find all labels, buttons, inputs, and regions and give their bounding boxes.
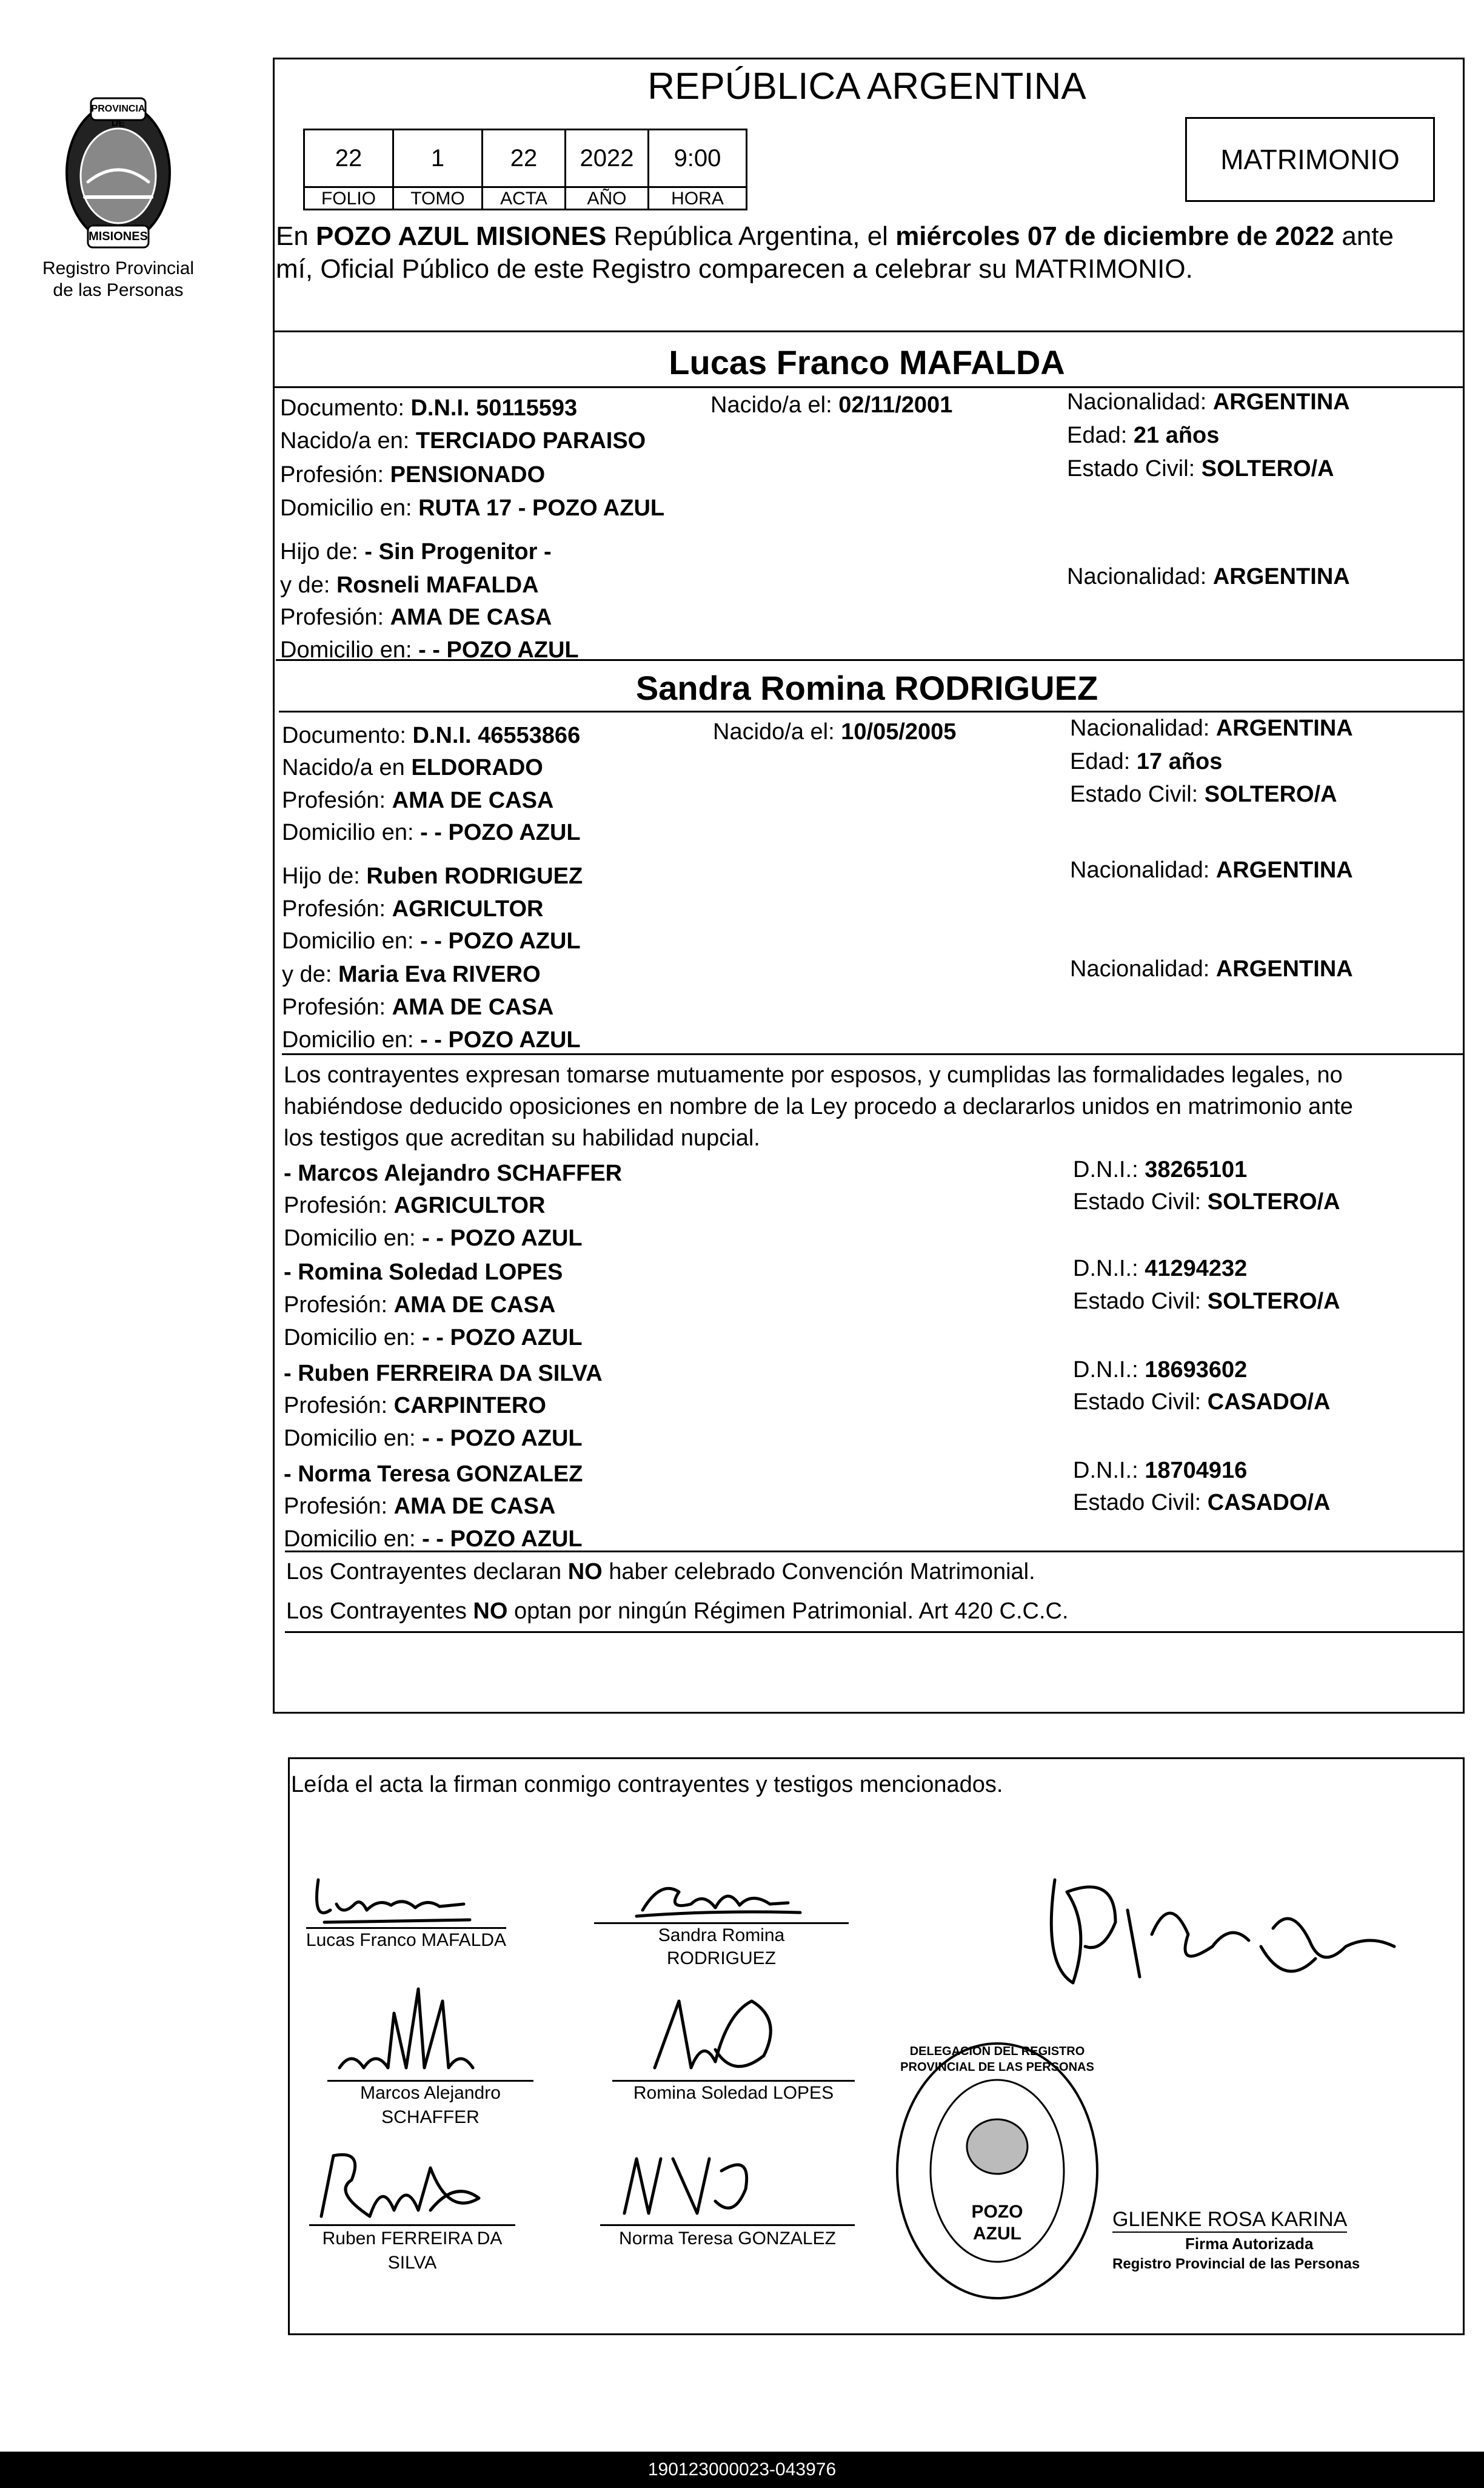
witness2-name: - Romina Soledad LOPES: [284, 1259, 563, 1285]
folio-value: 22: [335, 145, 363, 172]
party1-nationality: Nacionalidad: ARGENTINA: [1067, 389, 1350, 415]
signature-caption-norma: Norma Teresa GONZALEZ: [619, 2228, 836, 2248]
witness3-civil-status: Estado Civil: CASADO/A: [1073, 1389, 1331, 1415]
party2-father-address: Domicilio en: - - POZO AZUL: [282, 928, 581, 954]
signing-intro: Leída el acta la firman conmigo contrayentes y testigos mencionados.: [291, 1772, 1003, 1797]
registry-round-stamp: [891, 2037, 1103, 2304]
official-stamp: [1112, 2207, 1415, 2292]
party2-birthplace: Nacido/a en ELDORADO: [282, 755, 543, 780]
party1-document: Documento: D.N.I. 50115593: [280, 395, 578, 421]
witness4-civil-status: Estado Civil: CASADO/A: [1073, 1490, 1331, 1515]
witness3-dni: D.N.I.: 18693602: [1073, 1357, 1248, 1383]
declaration-line-3: los testigos que acreditan su habilidad nupcial.: [284, 1125, 760, 1151]
signature-norma: [612, 2147, 770, 2225]
party1-name: Lucas Franco MAFALDA: [669, 343, 1065, 381]
divider: [276, 659, 1463, 661]
party1-birthdate: Nacido/a el: 02/11/2001: [710, 392, 953, 418]
stamp-center-pozo: POZO: [971, 2202, 1023, 2222]
signature-caption-sandra-2: RODRIGUEZ: [667, 1948, 776, 1968]
party1-address: Domicilio en: RUTA 17 - POZO AZUL: [280, 495, 665, 521]
signature-caption-marcos-1: Marcos Alejandro: [360, 2083, 501, 2103]
seal-top-text: PROVINCIA DE: [91, 104, 145, 129]
document-type: MATRIMONIO: [1220, 144, 1400, 175]
witness1-name: - Marcos Alejandro SCHAFFER: [284, 1161, 623, 1186]
divider: [279, 711, 1463, 713]
hora-label: HORA: [649, 186, 746, 210]
convention-line-2: Los Contrayentes NO optan por ningún Régimen Patrimonial. Art 420 C.C.C.: [286, 1598, 1069, 1624]
party1-civil-status: Estado Civil: SOLTERO/A: [1067, 456, 1334, 481]
hora-cell: [647, 129, 747, 210]
convention-line-1: Los Contrayentes declaran NO haber celebrado Convención Matrimonial.: [286, 1559, 1035, 1584]
party2-civil-status: Estado Civil: SOLTERO/A: [1070, 782, 1337, 807]
witness3-profession: Profesión: CARPINTERO: [284, 1393, 546, 1418]
party2-father-profession: Profesión: AGRICULTOR: [282, 896, 544, 922]
signature-caption-ruben-2: SILVA: [387, 2253, 437, 2273]
declaration-line-2: habiéndose deducido oposiciones en nombre de la Ley procedo a declararlos unidos en matrimonio ante: [284, 1094, 1353, 1119]
party2-profession: Profesión: AMA DE CASA: [282, 788, 554, 813]
party2-nationality: Nacionalidad: ARGENTINA: [1070, 716, 1353, 741]
anio-label: AÑO: [566, 186, 647, 210]
party2-age: Edad: 17 años: [1070, 749, 1223, 774]
anio-cell: [564, 129, 649, 210]
party2-name: Sandra Romina RODRIGUEZ: [635, 669, 1098, 707]
logo-caption-2: de las Personas: [53, 280, 184, 300]
signature-caption-ruben-1: Ruben FERREIRA DA: [322, 2228, 503, 2248]
witness3-address: Domicilio en: - - POZO AZUL: [284, 1426, 583, 1451]
party2-mother: y de: Maria Eva RIVERO: [282, 962, 541, 987]
witness2-address: Domicilio en: - - POZO AZUL: [284, 1325, 583, 1350]
party1-profession: Profesión: PENSIONADO: [280, 462, 546, 488]
witness2-civil-status: Estado Civil: SOLTERO/A: [1073, 1289, 1340, 1314]
party1-mother-address: Domicilio en: - - POZO AZUL: [280, 637, 579, 663]
party2-mother-address: Domicilio en: - - POZO AZUL: [282, 1027, 581, 1053]
witness2-dni: D.N.I.: 41294232: [1073, 1256, 1248, 1281]
party2-father-nationality: Nacionalidad: ARGENTINA: [1070, 857, 1353, 883]
witness1-civil-status: Estado Civil: SOLTERO/A: [1073, 1189, 1340, 1215]
party2-address: Domicilio en: - - POZO AZUL: [282, 820, 581, 845]
witness1-dni: D.N.I.: 38265101: [1073, 1157, 1248, 1182]
party1-mother: y de: Rosneli MAFALDA: [280, 572, 539, 598]
signature-officer: [1031, 1856, 1406, 2013]
folio-cell: [303, 129, 394, 210]
stamp-center-azul: AZUL: [973, 2224, 1021, 2244]
party2-mother-nationality: Nacionalidad: ARGENTINA: [1070, 956, 1353, 982]
acta-value: 22: [510, 145, 538, 172]
signature-caption-romina: Romina Soledad LOPES: [633, 2083, 834, 2103]
party2-father: Hijo de: Ruben RODRIGUEZ: [282, 863, 583, 889]
declaration-line-1: Los contrayentes expresan tomarse mutuamente por esposos, y cumplidas las formalidades legales, no: [284, 1062, 1343, 1088]
party1-birthplace: Nacido/a en: TERCIADO PARAISO: [280, 428, 646, 454]
witness4-dni: D.N.I.: 18704916: [1073, 1458, 1248, 1483]
signature-line: [600, 2224, 855, 2226]
official-org: Registro Provincial de las Personas: [1112, 2256, 1360, 2272]
signature-caption-marcos-2: SCHAFFER: [381, 2107, 480, 2127]
party1-father: Hijo de: - Sin Progenitor -: [280, 539, 552, 565]
party1-mother-profession: Profesión: AMA DE CASA: [280, 605, 552, 630]
witness4-address: Domicilio en: - - POZO AZUL: [284, 1526, 583, 1552]
document-type-box: [1185, 117, 1435, 202]
witness1-profession: Profesión: AGRICULTOR: [284, 1193, 546, 1218]
official-name: GLIENKE ROSA KARINA: [1112, 2207, 1347, 2233]
signature-ruben: [309, 2144, 491, 2228]
footer-bar: [0, 2452, 1484, 2488]
acta-label: ACTA: [483, 186, 564, 210]
folio-label: FOLIO: [305, 186, 392, 210]
witness4-name: - Norma Teresa GONZALEZ: [284, 1461, 583, 1487]
divider: [285, 1631, 1463, 1633]
tomo-value: 1: [430, 145, 445, 172]
tomo-cell: [392, 129, 483, 210]
signature-marcos: [327, 1977, 485, 2086]
acta-cell: [481, 129, 566, 210]
hora-value: 9:00: [673, 145, 721, 172]
intro-line-1: En POZO AZUL MISIONES República Argentina, el miércoles 07 de diciembre de 2022 ante: [276, 221, 1394, 251]
divider: [273, 330, 1463, 332]
divider: [288, 1757, 1463, 1759]
province-seal-logo: [58, 91, 179, 255]
witness3-name: - Ruben FERREIRA DA SILVA: [284, 1361, 603, 1386]
logo-caption-1: Registro Provincial: [42, 258, 195, 278]
signature-lucas: [306, 1868, 482, 1934]
divider: [282, 1053, 1463, 1055]
party2-birthdate: Nacido/a el: 10/05/2005: [713, 719, 957, 745]
document-title: REPÚBLICA ARGENTINA: [647, 65, 1086, 107]
footer-barcode-text: 190123000023-043976: [647, 2459, 837, 2480]
signature-caption-lucas: Lucas Franco MAFALDA: [306, 1930, 507, 1950]
official-role: Firma Autorizada: [1185, 2235, 1314, 2253]
party1-mother-nationality: Nacionalidad: ARGENTINA: [1067, 564, 1350, 589]
signature-line: [309, 2224, 515, 2226]
party2-document: Documento: D.N.I. 46553866: [282, 723, 581, 748]
witness2-profession: Profesión: AMA DE CASA: [284, 1292, 556, 1318]
seal-bottom-text: MISIONES: [89, 230, 148, 243]
signature-caption-sandra-1: Sandra Romina: [658, 1925, 785, 1945]
divider: [285, 1551, 1463, 1552]
intro-line-2: mí, Oficial Público de este Registro comparecen a celebrar su MATRIMONIO.: [276, 254, 1193, 284]
stamp-ring-text: DELEGACION DEL REGISTRO PROVINCIAL DE LAS PERSONAS: [900, 2045, 1094, 2074]
witness1-address: Domicilio en: - - POZO AZUL: [284, 1226, 583, 1251]
witness4-profession: Profesión: AMA DE CASA: [284, 1494, 556, 1519]
party1-age: Edad: 21 años: [1067, 423, 1220, 448]
tomo-label: TOMO: [394, 186, 481, 210]
anio-value: 2022: [580, 145, 634, 172]
party2-mother-profession: Profesión: AMA DE CASA: [282, 994, 554, 1020]
signature-romina: [643, 1977, 800, 2086]
